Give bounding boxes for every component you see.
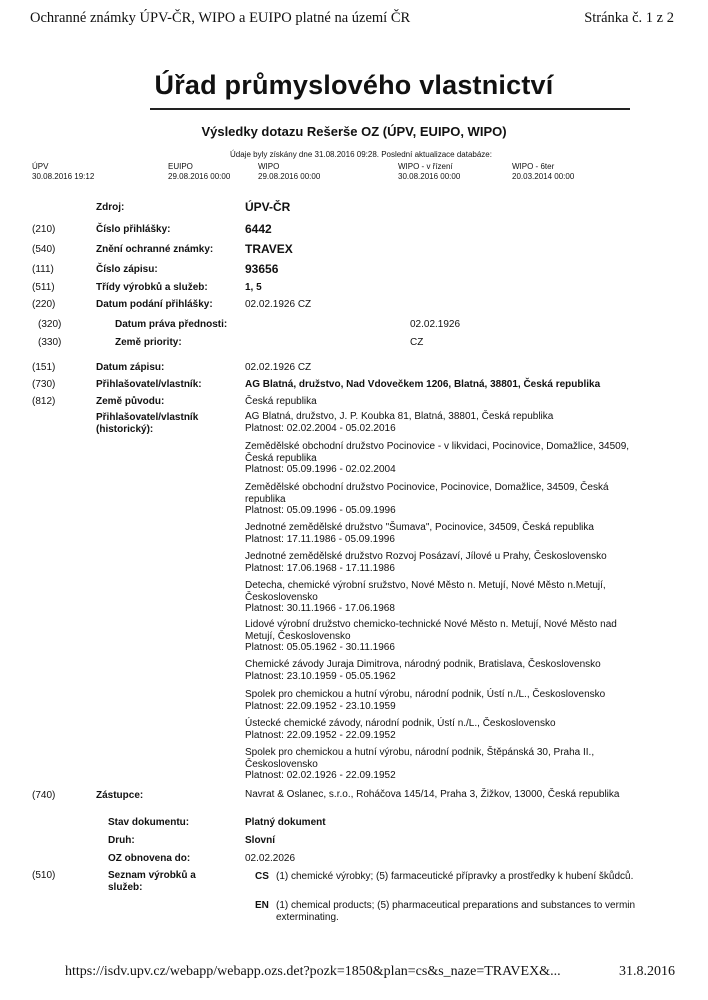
mark-label: Znění ochranné známky: <box>96 244 214 255</box>
priority-date-code: (320) <box>38 319 62 330</box>
agent-code: (740) <box>32 790 56 801</box>
mark-code: (540) <box>32 244 56 255</box>
goods-lang-en: EN <box>255 900 269 911</box>
history-entry: Zemědělské obchodní družstvo Pocinovice - v likvidaci, Pocinovice, Domažlice, 34509, Česká republika Platnost: 05.09.1996 - 02.02.2004 <box>245 441 630 475</box>
title-rule <box>150 108 630 110</box>
history-entry: Chemické závody Juraja Dimitrova, národný podnik, Bratislava, Československo Platnost: 23.10.1959 - 05.05.1962 <box>245 659 601 682</box>
office-title: Úřad průmyslového vlastnictví <box>154 70 554 100</box>
footer-date: 31.8.2016 <box>619 964 675 979</box>
holder-code: (730) <box>32 379 56 390</box>
history-entry: Ústecké chemické závody, národní podnik, Ústí n./L., Československo Platnost: 22.09.1952 - 22.09.1952 <box>245 718 556 741</box>
regno-label: Číslo zápisu: <box>96 264 158 275</box>
history-entry: Spolek pro chemickou a hutní výrobu, národní podnik, Ústí n./L., Československo Platnost: 22.09.1952 - 23.10.1959 <box>245 689 606 712</box>
origin-label: Země původu: <box>96 396 165 407</box>
reg-date-value: 02.02.1926 CZ <box>245 362 312 373</box>
goods-code: (510) <box>32 870 56 881</box>
agent-label: Zástupce: <box>96 790 144 801</box>
history-entry: Jednotné zemědělské družstvo Rozvoj Posázaví, Jílové u Prahy, Československo Platnost: 17.06.1968 - 17.11.1986 <box>245 551 607 574</box>
page-header <box>30 10 674 30</box>
footer-url: https://isdv.upv.cz/webapp/webapp.ozs.det?pozk=1850&plan=cs&s_naze=TRAVEX&... <box>65 964 561 979</box>
history-entry: Spolek pro chemickou a hutní výrobu, národní podnik, Štěpánská 30, Praha II., Československo Platnost: 02.02.1926 - 22.09.1952 <box>245 747 595 781</box>
agent-value: Navrat & Oslanec, s.r.o., Roháčova 145/14, Praha 3, Žižkov, 13000, Česká republika <box>245 789 620 800</box>
header-title: Ochranné známky ÚPV-ČR, WIPO a EUIPO platné na území ČR <box>30 10 411 26</box>
appno-label: Číslo přihlášky: <box>96 224 171 235</box>
holder-value: AG Blatná, družstvo, Nad Vdovečkem 1206, Blatná, 38801, Česká republika <box>245 379 601 390</box>
goods-lang-cs: CS <box>255 871 269 882</box>
history-entry: Jednotné zemědělské družstvo "Šumava", Pocinovice, 34509, Česká republika Platnost: 17.11.1986 - 05.09.1996 <box>245 522 594 545</box>
kind-label: Druh: <box>108 835 135 846</box>
db-upv: ÚPV 30.08.2016 19:12 <box>32 162 95 181</box>
goods-text-cs: (1) chemické výrobky; (5) farmaceutické přípravky a prostředky k hubení škůdců. <box>276 871 634 882</box>
history-label: Přihlašovatel/vlastník (historický): <box>96 412 199 435</box>
regno-value: 93656 <box>245 262 279 276</box>
appno-code: (210) <box>32 224 56 235</box>
renewed-value: 02.02.2026 <box>245 853 296 864</box>
history-entry: Zemědělské obchodní družstvo Pocinovice, Pocinovice, Domažlice, 34509, Česká republika Platnost: 05.09.1996 - 05.09.1996 <box>245 482 609 516</box>
priority-country-label: Země priority: <box>115 337 182 348</box>
classes-label: Třídy výrobků a služeb: <box>96 282 208 293</box>
renewed-label: OZ obnovena do: <box>108 853 191 864</box>
kind-value: Slovní <box>245 835 276 846</box>
history-entry: Lidové výrobní družstvo chemicko-technické Nové Město n. Metují, Nové Město nad Metují, Československo Platnost: 05.05.1962 - 30.11.1966 <box>245 619 617 653</box>
priority-date-label: Datum práva přednosti: <box>115 319 228 330</box>
mark-value: TRAVEX <box>245 242 293 256</box>
holder-label: Přihlašovatel/vlastník: <box>96 379 202 390</box>
source-value: ÚPV-ČR <box>245 200 291 214</box>
db-wipo-pending: WIPO - v řízení 30.08.2016 00:00 <box>398 162 461 181</box>
reg-date-code: (151) <box>32 362 56 373</box>
fetch-info: Údaje byly získány dne 31.08.2016 09:28. Poslední aktualizace databáze: <box>230 150 492 159</box>
filed-code: (220) <box>32 299 56 310</box>
reg-date-label: Datum zápisu: <box>96 362 165 373</box>
filed-label: Datum podání přihlášky: <box>96 299 213 310</box>
db-wipo: WIPO 29.08.2016 00:00 <box>258 162 321 181</box>
priority-country-code: (330) <box>38 337 62 348</box>
goods-text-en: (1) chemical products; (5) pharmaceutical preparations and substances to vermin exterminating. <box>276 900 636 923</box>
history-entry: Detecha, chemické výrobní sružstvo, Nové Město n. Metují, Nové Město n.Metují, Československo Platnost: 30.11.1966 - 17.06.1968 <box>245 580 606 614</box>
source-label: Zdroj: <box>96 202 125 213</box>
priority-country-value: CZ <box>410 337 424 348</box>
filed-value: 02.02.1926 CZ <box>245 299 312 310</box>
db-wipo-6ter: WIPO - 6ter 20.03.2014 00:00 <box>512 162 575 181</box>
goods-label: Seznam výrobků a služeb: <box>108 870 196 893</box>
page-number: Stránka č. 1 z 2 <box>584 10 674 26</box>
regno-code: (111) <box>32 264 54 275</box>
status-label: Stav dokumentu: <box>108 817 190 828</box>
origin-code: (812) <box>32 396 56 407</box>
query-subtitle: Výsledky dotazu Rešerše OZ (ÚPV, EUIPO, WIPO) <box>201 124 507 139</box>
history-entry: AG Blatná, družstvo, J. P. Koubka 81, Blatná, 38801, Česká republika Platnost: 02.02.2004 - 05.02.2016 <box>245 411 554 434</box>
priority-date-value: 02.02.1926 <box>410 319 461 330</box>
classes-code: (511) <box>32 282 55 293</box>
origin-value: Česká republika <box>245 396 317 407</box>
db-euipo: EUIPO 29.08.2016 00:00 <box>168 162 231 181</box>
classes-value: 1, 5 <box>245 282 262 293</box>
appno-value: 6442 <box>245 222 272 236</box>
status-value: Platný dokument <box>245 817 326 828</box>
page-footer <box>65 964 675 980</box>
